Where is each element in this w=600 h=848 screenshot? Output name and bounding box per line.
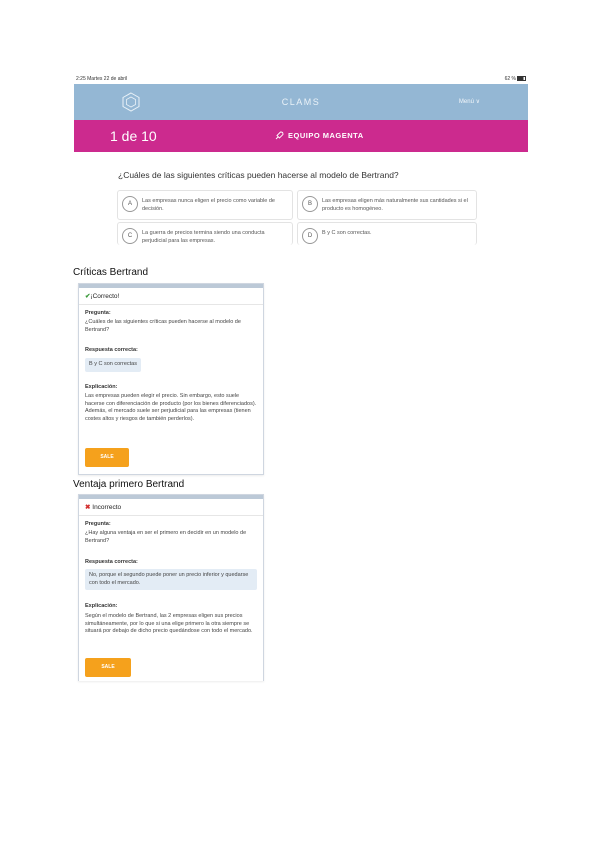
rocket-icon [274,131,284,141]
status-time-date: 2:25 Martes 22 de abril [76,76,128,82]
quiz-bar [74,120,528,152]
team-name: EQUIPO MAGENTA [288,131,364,140]
menu-button[interactable]: Menú ∨ [458,99,480,105]
status-battery [505,76,526,82]
status-incorrect [85,503,121,511]
divider [79,515,263,516]
question-counter: 1 de 10 [110,128,157,144]
team-label [274,131,364,141]
option-c[interactable] [117,222,293,245]
status-label: ¡Correcto! [90,293,120,300]
x-icon: ✖ [85,504,93,511]
explanation-text: Las empresas pueden elegir el precio. Sin embargo, esto suele hacerse con diferenciación de producto (por los bienes diferenciados). Además, el mercado suele ser perjudicial para las empresas (tienen costes altos y riesgos de también perderlos). [85,393,257,422]
option-text: Las empresas eligen más naturalmente sus cantidades si el producto es homogéneo. [322,198,468,212]
option-letter: C [122,228,138,244]
question-text: ¿Cuáles de las siguientes críticas pueden hacerse al modelo de Bertrand? [118,170,399,180]
battery-icon [517,76,526,81]
answer-box: B y C son correctas [85,358,141,372]
result-card-incorrect [78,494,264,681]
question-text: ¿Hay alguna ventaja en ser el primero en decidir en un modelo de Bertrand? [85,530,247,544]
app-header [74,84,528,120]
card-topline [79,495,263,499]
app-title: CLAMS [281,97,321,107]
explanation-label: Explicación: [85,384,118,390]
answer-label: Respuesta correcta: [85,347,138,353]
status-correct [85,292,119,300]
option-letter: B [302,196,318,212]
option-letter: A [122,196,138,212]
option-text: La guerra de precios termina siendo una conducta perjudicial para las empresas. [142,230,265,244]
section-heading: Críticas Bertrand [73,267,149,278]
answer-box: No, porque el segundo puede poner un precio inferior y quedarse con todo el mercado. [85,569,257,590]
option-a[interactable] [117,190,293,220]
status-label: Incorrecto [92,504,122,511]
question-label: Pregunta: [85,310,111,316]
explanation-text: Según el modelo de Bertrand, las 2 empresas eligen sus precios simultáneamente, por lo que si una elige primero la otra siempre se situará por debajo de dicho precio quedándose con todo el mercado. [85,613,253,634]
option-b[interactable] [297,190,477,220]
sale-button[interactable]: SALE [85,658,131,677]
explanation-label: Explicación: [85,603,118,609]
check-icon: ✔ [85,293,91,300]
card-topline [79,284,263,288]
option-text: Las empresas nunca eligen el precio como variable de decisión. [142,198,275,212]
option-text: B y C son correctas. [322,230,372,236]
divider [79,304,263,305]
status-bar [74,74,528,84]
section-heading: Ventaja primero Bertrand [73,479,185,490]
question-label: Pregunta: [85,521,111,527]
question-text: ¿Cuáles de las siguientes críticas pueden hacerse al modelo de Bertrand? [85,319,241,333]
battery-percent: 62 % [504,76,516,82]
result-card-correct [78,283,264,475]
sale-button[interactable]: SALE [85,448,129,467]
option-d[interactable] [297,222,477,245]
option-letter: D [302,228,318,244]
answer-label: Respuesta correcta: [85,559,138,565]
